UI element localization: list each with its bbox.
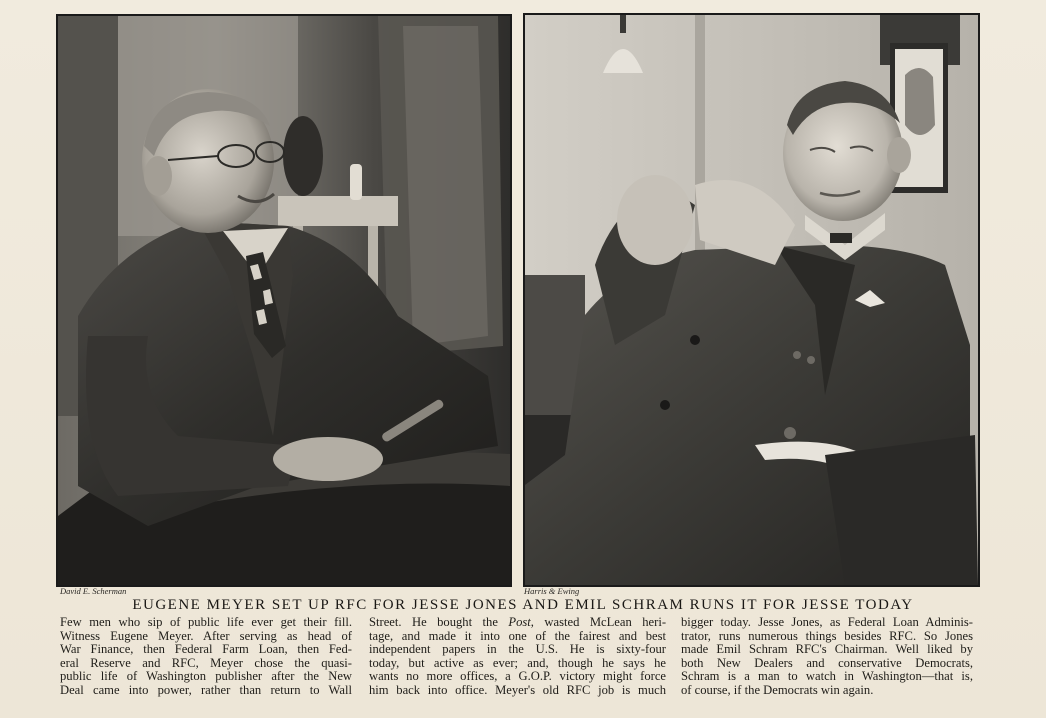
- body-line: eral Reserve and RFC, Meyer chose the quasi-: [60, 655, 352, 670]
- photo-credit-left: David E. Scherman: [60, 586, 127, 596]
- body-line: bigger today. Jesse Jones, as Federal Loan Adminis-: [681, 615, 973, 629]
- body-column-1: [60, 616, 352, 698]
- newspaper-name: Post: [508, 615, 531, 629]
- photo-eugene-meyer: [56, 14, 512, 587]
- photo-emil-schram-image: [525, 15, 978, 585]
- body-line: wants no more offices, a G.O.P. victory might force: [369, 669, 666, 684]
- body-line: War Finance, then Federal Farm Loan, then Fed-: [60, 642, 352, 657]
- photo-credit-right: Harris & Ewing: [524, 586, 580, 596]
- photo-eugene-meyer-image: [58, 16, 510, 585]
- body-line: trator, runs numerous things besides RFC. So Jones: [681, 628, 973, 643]
- body-line: Witness Eugene Meyer. After serving as head of: [60, 628, 352, 643]
- body-line: today, but active as ever; and, though he says he: [369, 655, 666, 670]
- body-column-3: [681, 616, 973, 698]
- body-line: both New Dealers and conservative Democrats,: [681, 655, 973, 670]
- body-line: independent papers in the U.S. He is sixty-four: [369, 642, 666, 657]
- body-column-2: [369, 616, 666, 698]
- body-line: tage, and made it into one of the fairest and best: [369, 628, 666, 643]
- headline: EUGENE MEYER SET UP RFC FOR JESSE JONES AND EMIL SCHRAM RUNS IT FOR JESSE TODAY: [132, 597, 914, 613]
- photo-emil-schram: [523, 13, 980, 587]
- body-line: made Emil Schram RFC's Chairman. Well liked by: [681, 642, 973, 657]
- body-line: him back into office. Meyer's old RFC job is much: [369, 682, 666, 697]
- body-line: public life of Washington publisher after the New: [60, 669, 352, 684]
- body-line: of course, if the Democrats win again.: [681, 682, 874, 697]
- body-line: Few men who sip of public life ever get their fill.: [60, 615, 352, 629]
- body-line: Street. He bought the Post, wasted McLean heri-: [369, 615, 667, 629]
- body-line: Schram is a man to watch in Washington—that is,: [681, 669, 973, 684]
- body-line: Deal came into power, rather than return to Wall: [60, 682, 352, 697]
